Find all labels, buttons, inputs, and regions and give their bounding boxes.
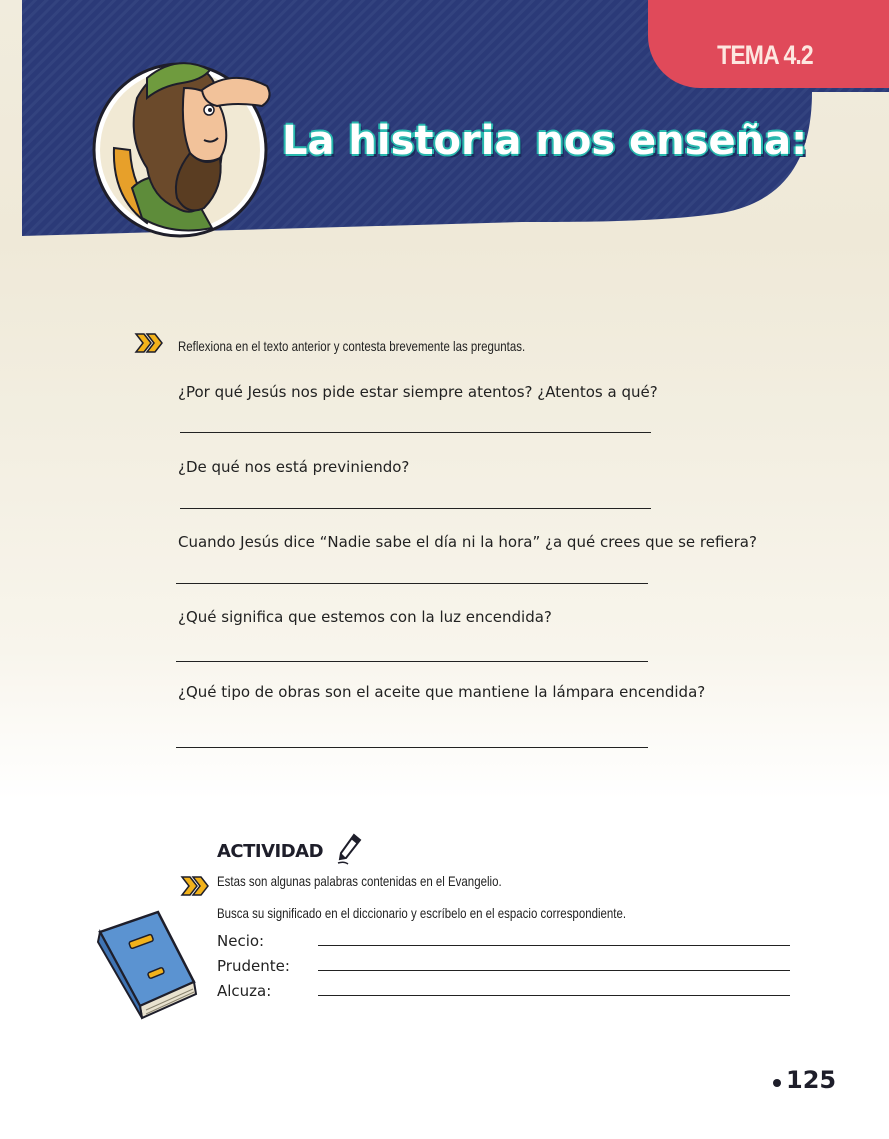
page-number-bullet — [773, 1079, 781, 1087]
double-chevron-right-icon — [180, 875, 210, 897]
answer-line-5[interactable] — [176, 747, 648, 748]
word-answer-line-necio[interactable] — [318, 945, 790, 946]
word-label-alcuza: Alcuza: — [217, 982, 272, 1000]
pencil-icon — [336, 832, 364, 866]
word-label-prudente: Prudente: — [217, 957, 290, 975]
activity-instruction-2: Busca su significado en el diccionario y escríbelo en el espacio correspondiente. — [217, 905, 627, 921]
activity-instruction-1: Estas son algunas palabras contenidas en el Evangelio. — [217, 873, 502, 889]
page-number: 125 — [786, 1066, 837, 1094]
answer-line-2[interactable] — [180, 508, 651, 509]
prophet-avatar-icon — [92, 58, 277, 238]
page-title: La historia nos enseña: — [282, 118, 808, 164]
word-label-necio: Necio: — [217, 932, 265, 950]
tema-label: TEMA 4.2 — [717, 40, 813, 70]
question-5: ¿Qué tipo de obras son el aceite que mantiene la lámpara encendida? — [178, 683, 706, 701]
answer-line-3[interactable] — [176, 583, 648, 584]
answer-line-1[interactable] — [180, 432, 651, 433]
question-4: ¿Qué significa que estemos con la luz encendida? — [178, 608, 552, 626]
question-2: ¿De qué nos está previniendo? — [178, 458, 410, 476]
double-chevron-right-icon — [134, 332, 164, 354]
word-answer-line-prudente[interactable] — [318, 970, 790, 971]
activity-title: ACTIVIDAD — [217, 841, 324, 862]
book-icon — [96, 910, 204, 1022]
question-3: Cuando Jesús dice “Nadie sabe el día ni la hora” ¿a qué crees que se refiera? — [178, 533, 757, 551]
answer-line-4[interactable] — [176, 661, 648, 662]
question-1: ¿Por qué Jesús nos pide estar siempre atentos? ¿Atentos a qué? — [178, 383, 658, 401]
word-answer-line-alcuza[interactable] — [318, 995, 790, 996]
section-instruction: Reflexiona en el texto anterior y contesta brevemente las preguntas. — [178, 338, 526, 354]
